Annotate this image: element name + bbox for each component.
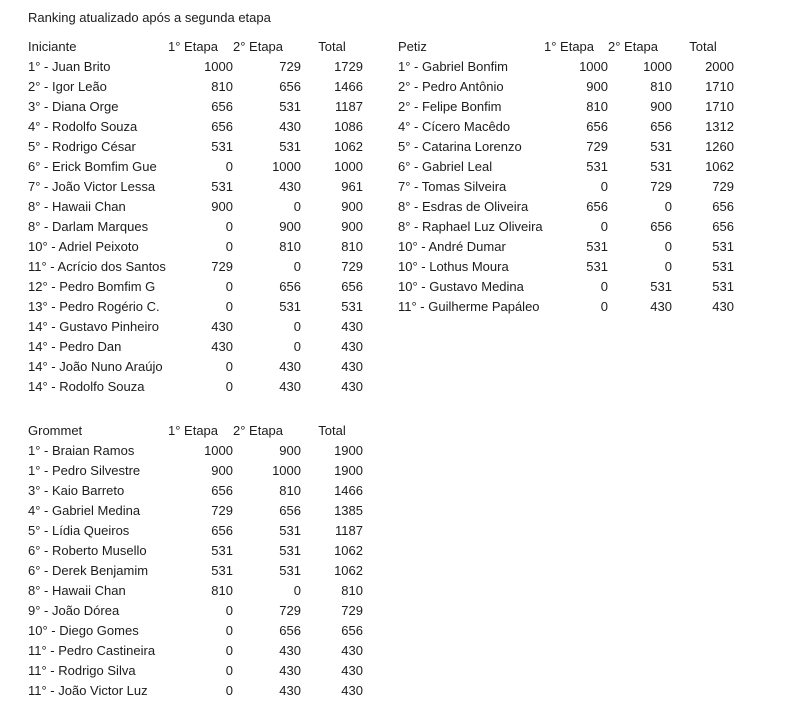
etapa1-points: 531 <box>211 562 233 578</box>
competitor-label: 6° - Gabriel Leal <box>398 158 493 174</box>
etapa2-points: 656 <box>650 218 672 234</box>
competitor-label: 10° - Lothus Moura <box>398 258 509 274</box>
etapa1-points: 531 <box>586 158 608 174</box>
total-points: 900 <box>341 198 363 214</box>
etapa1-points: 1000 <box>204 58 233 74</box>
etapa1-points: 810 <box>211 78 233 94</box>
total-points: 531 <box>341 298 363 314</box>
etapa2-points: 656 <box>279 78 301 94</box>
total-points: 810 <box>341 582 363 598</box>
table-row <box>28 216 363 236</box>
etapa2-points: 1000 <box>643 58 672 74</box>
table-row <box>398 196 734 216</box>
competitor-label: 10° - Gustavo Medina <box>398 278 524 294</box>
etapa2-points: 531 <box>279 98 301 114</box>
competitor-label: 3° - Diana Orge <box>28 98 119 114</box>
table-row <box>398 76 734 96</box>
etapa2-points: 656 <box>279 278 301 294</box>
total-points: 1710 <box>705 78 734 94</box>
total-points: 2000 <box>705 58 734 74</box>
total-points: 900 <box>341 218 363 234</box>
total-points: 729 <box>341 258 363 274</box>
etapa1-points: 0 <box>225 278 233 294</box>
table-row <box>28 116 363 136</box>
etapa1-points: 1000 <box>579 58 608 74</box>
etapa2-points: 430 <box>279 358 301 374</box>
competitor-label: 9° - João Dórea <box>28 602 120 618</box>
table-header-row <box>28 420 363 440</box>
table-row <box>28 196 363 216</box>
col-header-etapa2: 2° Etapa <box>608 38 659 54</box>
competitor-label: 14° - Gustavo Pinheiro <box>28 318 159 334</box>
competitor-label: 14° - Pedro Dan <box>28 338 122 354</box>
etapa1-points: 810 <box>211 582 233 598</box>
total-points: 430 <box>712 298 734 314</box>
total-points: 1900 <box>334 442 363 458</box>
total-points: 531 <box>712 278 734 294</box>
etapa2-points: 430 <box>650 298 672 314</box>
table-row <box>28 600 363 620</box>
competitor-label: 7° - João Victor Lessa <box>28 178 156 194</box>
total-points: 1260 <box>705 138 734 154</box>
competitor-label: 5° - Rodrigo César <box>28 138 136 154</box>
total-points: 1000 <box>334 158 363 174</box>
etapa2-points: 729 <box>279 602 301 618</box>
total-points: 430 <box>341 378 363 394</box>
etapa2-points: 531 <box>279 298 301 314</box>
competitor-label: 8° - Darlam Marques <box>28 218 149 234</box>
total-points: 1466 <box>334 482 363 498</box>
total-points: 430 <box>341 682 363 698</box>
category-label: Iniciante <box>28 38 77 54</box>
total-points: 430 <box>341 642 363 658</box>
etapa2-points: 0 <box>664 238 672 254</box>
competitor-label: 2° - Felipe Bonfim <box>398 98 502 114</box>
competitor-label: 5° - Lídia Queiros <box>28 522 130 538</box>
etapa1-points: 531 <box>211 178 233 194</box>
table-row <box>28 56 363 76</box>
total-points: 729 <box>341 602 363 618</box>
total-points: 810 <box>341 238 363 254</box>
etapa1-points: 0 <box>225 602 233 618</box>
etapa1-points: 656 <box>211 118 233 134</box>
table-row <box>28 96 363 116</box>
total-points: 1062 <box>705 158 734 174</box>
total-points: 656 <box>341 622 363 638</box>
etapa2-points: 531 <box>279 542 301 558</box>
table-row <box>28 256 363 276</box>
etapa1-points: 0 <box>225 662 233 678</box>
total-points: 961 <box>341 178 363 194</box>
competitor-label: 6° - Derek Benjamim <box>28 562 149 578</box>
competitor-label: 12° - Pedro Bomfim G <box>28 278 156 294</box>
total-points: 656 <box>712 218 734 234</box>
etapa2-points: 810 <box>279 482 301 498</box>
table-row <box>28 640 363 660</box>
category-label: Petiz <box>398 38 427 54</box>
etapa2-points: 430 <box>279 642 301 658</box>
table-header-row <box>398 36 734 56</box>
etapa2-points: 430 <box>279 378 301 394</box>
total-points: 1086 <box>334 118 363 134</box>
competitor-label: 4° - Cícero Macêdo <box>398 118 511 134</box>
etapa2-points: 531 <box>279 138 301 154</box>
competitor-label: 14° - Rodolfo Souza <box>28 378 145 394</box>
table-row <box>28 296 363 316</box>
total-points: 1385 <box>334 502 363 518</box>
competitor-label: 4° - Rodolfo Souza <box>28 118 138 134</box>
total-points: 1900 <box>334 462 363 478</box>
competitor-label: 1° - Juan Brito <box>28 58 111 74</box>
table-row <box>398 156 734 176</box>
competitor-label: 6° - Roberto Musello <box>28 542 147 558</box>
competitor-label: 8° - Hawaii Chan <box>28 582 126 598</box>
etapa2-points: 656 <box>650 118 672 134</box>
etapa2-points: 430 <box>279 118 301 134</box>
competitor-label: 7° - Tomas Silveira <box>398 178 507 194</box>
etapa1-points: 0 <box>225 642 233 658</box>
total-points: 656 <box>341 278 363 294</box>
total-points: 430 <box>341 318 363 334</box>
etapa1-points: 0 <box>225 298 233 314</box>
right-column <box>398 36 734 316</box>
total-points: 1062 <box>334 542 363 558</box>
etapa1-points: 0 <box>600 218 608 234</box>
competitor-label: 1° - Braian Ramos <box>28 442 135 458</box>
table-row <box>28 136 363 156</box>
total-points: 1729 <box>334 58 363 74</box>
etapa1-points: 900 <box>211 198 233 214</box>
table-row <box>28 156 363 176</box>
table-header-row <box>28 36 363 56</box>
table-row <box>28 580 363 600</box>
etapa2-points: 0 <box>293 338 301 354</box>
etapa2-points: 531 <box>650 138 672 154</box>
etapa1-points: 0 <box>225 358 233 374</box>
etapa2-points: 0 <box>664 258 672 274</box>
table-row <box>398 216 734 236</box>
table-row <box>28 236 363 256</box>
etapa2-points: 900 <box>279 218 301 234</box>
etapa1-points: 729 <box>211 258 233 274</box>
etapa2-points: 900 <box>279 442 301 458</box>
table-row <box>28 620 363 640</box>
competitor-label: 4° - Gabriel Medina <box>28 502 141 518</box>
total-points: 656 <box>712 198 734 214</box>
total-points: 430 <box>341 358 363 374</box>
competitor-label: 10° - André Dumar <box>398 238 506 254</box>
etapa1-points: 531 <box>211 542 233 558</box>
total-points: 1710 <box>705 98 734 114</box>
total-points: 1187 <box>335 522 363 538</box>
table-row <box>28 76 363 96</box>
competitor-label: 11° - Acrício dos Santos <box>28 258 166 274</box>
competitor-label: 2° - Igor Leão <box>28 78 107 94</box>
etapa2-points: 531 <box>650 278 672 294</box>
competitor-label: 11° - Pedro Castineira <box>28 642 156 658</box>
etapa1-points: 729 <box>211 502 233 518</box>
competitor-label: 8° - Hawaii Chan <box>28 198 126 214</box>
table-row <box>28 176 363 196</box>
competitor-label: 10° - Diego Gomes <box>28 622 139 638</box>
etapa1-points: 0 <box>225 158 233 174</box>
etapa2-points: 1000 <box>272 158 301 174</box>
content-columns <box>28 36 796 700</box>
etapa1-points: 531 <box>211 138 233 154</box>
etapa2-points: 0 <box>293 198 301 214</box>
competitor-label: 1° - Gabriel Bonfim <box>398 58 508 74</box>
etapa1-points: 656 <box>211 482 233 498</box>
total-points: 531 <box>712 238 734 254</box>
table-grommet <box>28 420 363 700</box>
etapa2-points: 531 <box>279 562 301 578</box>
col-header-etapa1: 1° Etapa <box>168 38 219 54</box>
table-row <box>28 440 363 460</box>
competitor-label: 6° - Erick Bomfim Gue <box>28 158 157 174</box>
etapa1-points: 900 <box>211 462 233 478</box>
table-row <box>398 96 734 116</box>
etapa1-points: 810 <box>586 98 608 114</box>
etapa2-points: 656 <box>279 622 301 638</box>
table-row <box>28 276 363 296</box>
etapa1-points: 656 <box>211 522 233 538</box>
table-row <box>28 336 363 356</box>
category-label: Grommet <box>28 422 83 438</box>
table-row <box>28 460 363 480</box>
etapa2-points: 729 <box>650 178 672 194</box>
table-row <box>28 500 363 520</box>
col-header-total: Total <box>318 38 346 54</box>
col-header-total: Total <box>689 38 717 54</box>
table-row <box>28 376 363 396</box>
col-header-total: Total <box>318 422 346 438</box>
table-row <box>28 660 363 680</box>
table-row <box>28 520 363 540</box>
competitor-label: 14° - João Nuno Araújo <box>28 358 163 374</box>
etapa2-points: 531 <box>279 522 301 538</box>
etapa2-points: 729 <box>279 58 301 74</box>
competitor-label: 2° - Pedro Antônio <box>398 78 504 94</box>
table-row <box>398 256 734 276</box>
etapa1-points: 656 <box>211 98 233 114</box>
competitor-label: 3° - Kaio Barreto <box>28 482 125 498</box>
table-row <box>28 540 363 560</box>
left-column <box>28 36 398 700</box>
competitor-label: 5° - Catarina Lorenzo <box>398 138 522 154</box>
etapa2-points: 430 <box>279 682 301 698</box>
table-row <box>28 356 363 376</box>
etapa2-points: 1000 <box>272 462 301 478</box>
etapa2-points: 0 <box>293 582 301 598</box>
table-row <box>398 176 734 196</box>
col-header-etapa2: 2° Etapa <box>233 38 284 54</box>
etapa1-points: 531 <box>586 258 608 274</box>
etapa2-points: 656 <box>279 502 301 518</box>
etapa1-points: 656 <box>586 118 608 134</box>
etapa1-points: 531 <box>586 238 608 254</box>
etapa1-points: 0 <box>225 622 233 638</box>
table-row <box>28 680 363 700</box>
total-points: 1062 <box>334 138 363 154</box>
col-header-etapa2: 2° Etapa <box>233 422 284 438</box>
competitor-label: 8° - Esdras de Oliveira <box>398 198 529 214</box>
table-row <box>398 276 734 296</box>
etapa1-points: 430 <box>211 338 233 354</box>
table-row <box>398 116 734 136</box>
total-points: 430 <box>341 662 363 678</box>
etapa1-points: 0 <box>600 178 608 194</box>
etapa1-points: 656 <box>586 198 608 214</box>
etapa1-points: 0 <box>600 278 608 294</box>
table-row <box>28 480 363 500</box>
etapa2-points: 430 <box>279 178 301 194</box>
total-points: 1187 <box>335 98 363 114</box>
total-points: 729 <box>712 178 734 194</box>
competitor-label: 1° - Pedro Silvestre <box>28 462 141 478</box>
etapa1-points: 0 <box>225 682 233 698</box>
table-petiz <box>398 36 734 316</box>
total-points: 1312 <box>705 118 734 134</box>
competitor-label: 8° - Raphael Luz Oliveira <box>398 218 543 234</box>
table-row <box>398 56 734 76</box>
competitor-label: 11° - Rodrigo Silva <box>28 662 136 678</box>
etapa2-points: 810 <box>650 78 672 94</box>
table-row <box>28 560 363 580</box>
etapa1-points: 1000 <box>204 442 233 458</box>
etapa1-points: 0 <box>225 378 233 394</box>
competitor-label: 11° - João Victor Luz <box>28 682 148 698</box>
total-points: 430 <box>341 338 363 354</box>
competitor-label: 13° - Pedro Rogério C. <box>28 298 160 314</box>
etapa2-points: 430 <box>279 662 301 678</box>
etapa2-points: 0 <box>293 258 301 274</box>
etapa1-points: 729 <box>586 138 608 154</box>
table-row <box>398 136 734 156</box>
etapa1-points: 430 <box>211 318 233 334</box>
total-points: 531 <box>712 258 734 274</box>
etapa1-points: 0 <box>600 298 608 314</box>
etapa2-points: 0 <box>664 198 672 214</box>
total-points: 1466 <box>334 78 363 94</box>
competitor-label: 10° - Adriel Peixoto <box>28 238 139 254</box>
etapa1-points: 0 <box>225 238 233 254</box>
col-header-etapa1: 1° Etapa <box>544 38 595 54</box>
etapa2-points: 900 <box>650 98 672 114</box>
etapa2-points: 531 <box>650 158 672 174</box>
table-row <box>398 236 734 256</box>
table-row <box>28 316 363 336</box>
etapa2-points: 810 <box>279 238 301 254</box>
col-header-etapa1: 1° Etapa <box>168 422 219 438</box>
etapa1-points: 0 <box>225 218 233 234</box>
table-row <box>398 296 734 316</box>
etapa1-points: 900 <box>586 78 608 94</box>
competitor-label: 11° - Guilherme Papáleo <box>398 298 540 314</box>
table-iniciante <box>28 36 363 396</box>
page-title: Ranking atualizado após a segunda etapa <box>28 10 271 25</box>
total-points: 1062 <box>334 562 363 578</box>
etapa2-points: 0 <box>293 318 301 334</box>
